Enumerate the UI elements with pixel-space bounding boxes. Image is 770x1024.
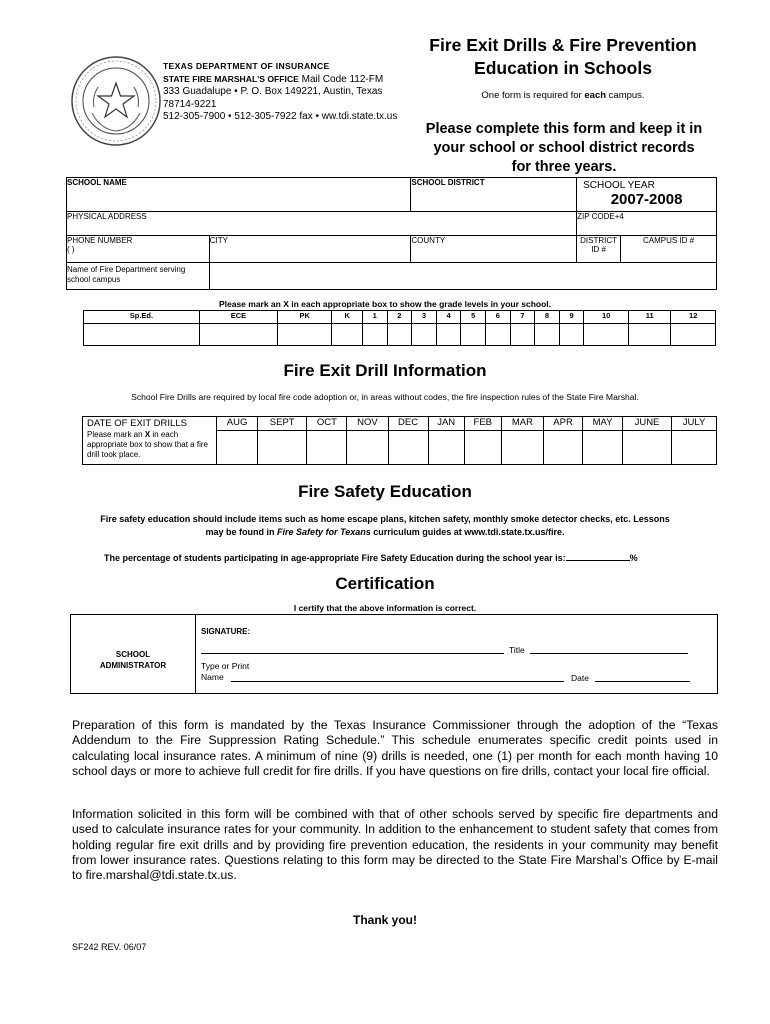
- grade-label: PK: [278, 311, 332, 324]
- percentage-statement: The percentage of students participating in age-appropriate Fire Safety Education during the school year is: %: [104, 550, 638, 563]
- drill-heading: Fire Exit Drill Information: [283, 361, 487, 380]
- state-seal-logo: [70, 55, 162, 147]
- retention-instruction: Please complete this form and keep it in your school or school district records for three years.: [425, 121, 703, 175]
- month-label: MAY: [583, 417, 623, 431]
- drill-note: School Fire Drills are required by local fire code adoption or, in areas without codes, the fire inspection rules of the State Fire Marshal.: [131, 392, 639, 402]
- name-line[interactable]: [231, 681, 564, 682]
- school-year-value: 2007-2008: [610, 191, 683, 208]
- month-checkbox[interactable]: [307, 431, 347, 465]
- month-checkbox[interactable]: [217, 431, 258, 465]
- grade-checkbox[interactable]: [436, 324, 461, 346]
- school-year-field: SCHOOL YEAR 2007-2008: [577, 178, 717, 212]
- name-label: Type or Print Name: [201, 661, 250, 682]
- grade-checkbox[interactable]: [510, 324, 535, 346]
- city-field[interactable]: CITY: [209, 236, 411, 263]
- grade-label: 4: [436, 311, 461, 324]
- one-form-note: One form is required for each campus.: [481, 90, 645, 101]
- safety-heading: Fire Safety Education: [298, 482, 472, 501]
- agency-name: TEXAS DEPARTMENT OF INSURANCE: [163, 61, 330, 71]
- grade-label: 10: [584, 311, 628, 324]
- grade-checkbox[interactable]: [584, 324, 628, 346]
- county-field[interactable]: COUNTY: [411, 236, 577, 263]
- title-label: Title: [509, 645, 525, 655]
- school-district-field[interactable]: SCHOOL DISTRICT: [411, 178, 577, 212]
- month-checkbox[interactable]: [464, 431, 501, 465]
- safety-text: Fire safety education should include items such as home escape plans, kitchen safety, monthly smoke detector checks, etc. Lessons may be found in Fire Safety for Texans curriculum guides at www.tdi.state.tx.us/fire.: [100, 514, 670, 537]
- grade-label: 2: [387, 311, 412, 324]
- certification-heading: Certification: [335, 574, 435, 593]
- month-label: JAN: [428, 417, 464, 431]
- grade-instruction: Please mark an X in each appropriate box to show the grade levels in your school.: [218, 299, 552, 309]
- certification-box: [70, 614, 718, 694]
- month-checkbox[interactable]: [428, 431, 464, 465]
- grade-checkbox[interactable]: [387, 324, 412, 346]
- agency-contact: 512-305-7900 • 512-305-7922 fax • ww.tdi.state.tx.us: [163, 111, 398, 123]
- grade-checkbox[interactable]: [412, 324, 437, 346]
- grade-label: ECE: [199, 311, 277, 324]
- month-label: NOV: [347, 417, 388, 431]
- grade-levels-table: [83, 310, 716, 346]
- administrator-cell: [71, 615, 196, 693]
- month-checkbox[interactable]: [622, 431, 671, 465]
- signature-line[interactable]: [201, 653, 504, 654]
- administrator-label: SCHOOL ADMINISTRATOR: [99, 650, 167, 670]
- percentage-field[interactable]: [566, 550, 630, 561]
- form-title: Fire Exit Drills & Fire Prevention Education in Schools: [429, 35, 697, 78]
- grade-checkbox[interactable]: [671, 324, 716, 346]
- month-checkbox[interactable]: [501, 431, 543, 465]
- month-checkbox[interactable]: [258, 431, 307, 465]
- month-checkbox[interactable]: [388, 431, 428, 465]
- month-label: FEB: [464, 417, 501, 431]
- grade-label: 5: [461, 311, 486, 324]
- grade-label: 7: [510, 311, 535, 324]
- grade-checkbox[interactable]: [628, 324, 671, 346]
- campus-id-field[interactable]: CAMPUS ID #: [621, 236, 717, 263]
- grade-label: 9: [559, 311, 584, 324]
- physical-address-field[interactable]: PHYSICAL ADDRESS: [67, 212, 577, 236]
- information-paragraph: Information solicited in this form will be combined with that of other schools served by specific fire departments and used to calculate insurance rates for your community. In addition to the enhancement to student safety that comes from holding regular fire exit drills and by providing fire prevention education, the residents in your community may benefit from lower insurance rates. Questions relating to this form may be directed to the State Fire Marshal’s Office by E-mail to fire.marshal@tdi.state.tx.us.: [72, 807, 718, 883]
- fire-department-field[interactable]: [209, 263, 716, 290]
- month-checkbox[interactable]: [583, 431, 623, 465]
- form-revision: SF242 REV. 06/07: [72, 942, 147, 952]
- drill-date-help: Please mark an X in each appropriate box to show that a fire drill took place.: [87, 430, 208, 459]
- grade-label: 8: [535, 311, 560, 324]
- grade-label: 1: [362, 311, 387, 324]
- grade-label: 3: [412, 311, 437, 324]
- date-line[interactable]: [595, 681, 690, 682]
- certify-statement: I certify that the above information is correct.: [293, 603, 477, 613]
- signature-label: SIGNATURE:: [201, 627, 251, 636]
- grade-checkbox[interactable]: [535, 324, 560, 346]
- month-checkbox[interactable]: [672, 431, 717, 465]
- school-name-field[interactable]: SCHOOL NAME: [67, 178, 411, 212]
- mandate-paragraph: Preparation of this form is mandated by the Texas Insurance Commissioner through the adoption of the “Texas Addendum to the Fire Suppression Rating Schedule.” This schedule enumerates specific credit points used in calculating local insurance rates. A minimum of nine (9) drills is needed, one (1) per month for each month having 10 school days or more to achieve full credit for fire drills. If you have questions on fire drills, contact your local fire official.: [72, 718, 718, 778]
- school-info-table: [66, 177, 717, 290]
- agency-office: STATE FIRE MARSHAL'S OFFICE Mail Code 112-FM: [163, 73, 384, 85]
- grade-checkbox[interactable]: [84, 324, 200, 346]
- drill-date-label: DATE OF EXIT DRILLS Please mark an X in each appropriate box to show that a fire drill took place.: [83, 417, 217, 465]
- title-line[interactable]: [530, 653, 688, 654]
- month-label: SEPT: [258, 417, 307, 431]
- agency-info: [163, 60, 397, 124]
- grade-label: Sp.Ed.: [84, 311, 200, 324]
- grade-checkbox[interactable]: [332, 324, 363, 346]
- grade-checkbox[interactable]: [559, 324, 584, 346]
- month-label: DEC: [388, 417, 428, 431]
- grade-checkbox[interactable]: [485, 324, 510, 346]
- zip-code-field[interactable]: ZIP CODE+4: [577, 212, 717, 236]
- fire-department-label: Name of Fire Department serving school campus: [67, 263, 210, 290]
- month-label: OCT: [307, 417, 347, 431]
- month-label: APR: [543, 417, 582, 431]
- grade-checkbox[interactable]: [278, 324, 332, 346]
- grade-label: 12: [671, 311, 716, 324]
- month-label: JUNE: [622, 417, 671, 431]
- drill-months-table: [82, 416, 717, 465]
- month-checkbox[interactable]: [543, 431, 582, 465]
- month-label: JULY: [672, 417, 717, 431]
- month-checkbox[interactable]: [347, 431, 388, 465]
- grade-checkbox[interactable]: [199, 324, 277, 346]
- month-label: AUG: [217, 417, 258, 431]
- month-label: MAR: [501, 417, 543, 431]
- agency-address-2: 78714-9221: [163, 98, 217, 110]
- date-label: Date: [571, 673, 589, 683]
- phone-number-field[interactable]: PHONE NUMBER ( ): [67, 236, 210, 263]
- grade-label: 6: [485, 311, 510, 324]
- grade-checkbox[interactable]: [362, 324, 387, 346]
- agency-address-1: 333 Guadalupe • P. O. Box 149221, Austin, Texas: [163, 86, 383, 98]
- grade-label: 11: [628, 311, 671, 324]
- district-id-field[interactable]: DISTRICT ID #: [577, 236, 621, 263]
- grade-label: K: [332, 311, 363, 324]
- thank-you: Thank you!: [352, 913, 417, 927]
- grade-checkbox[interactable]: [461, 324, 486, 346]
